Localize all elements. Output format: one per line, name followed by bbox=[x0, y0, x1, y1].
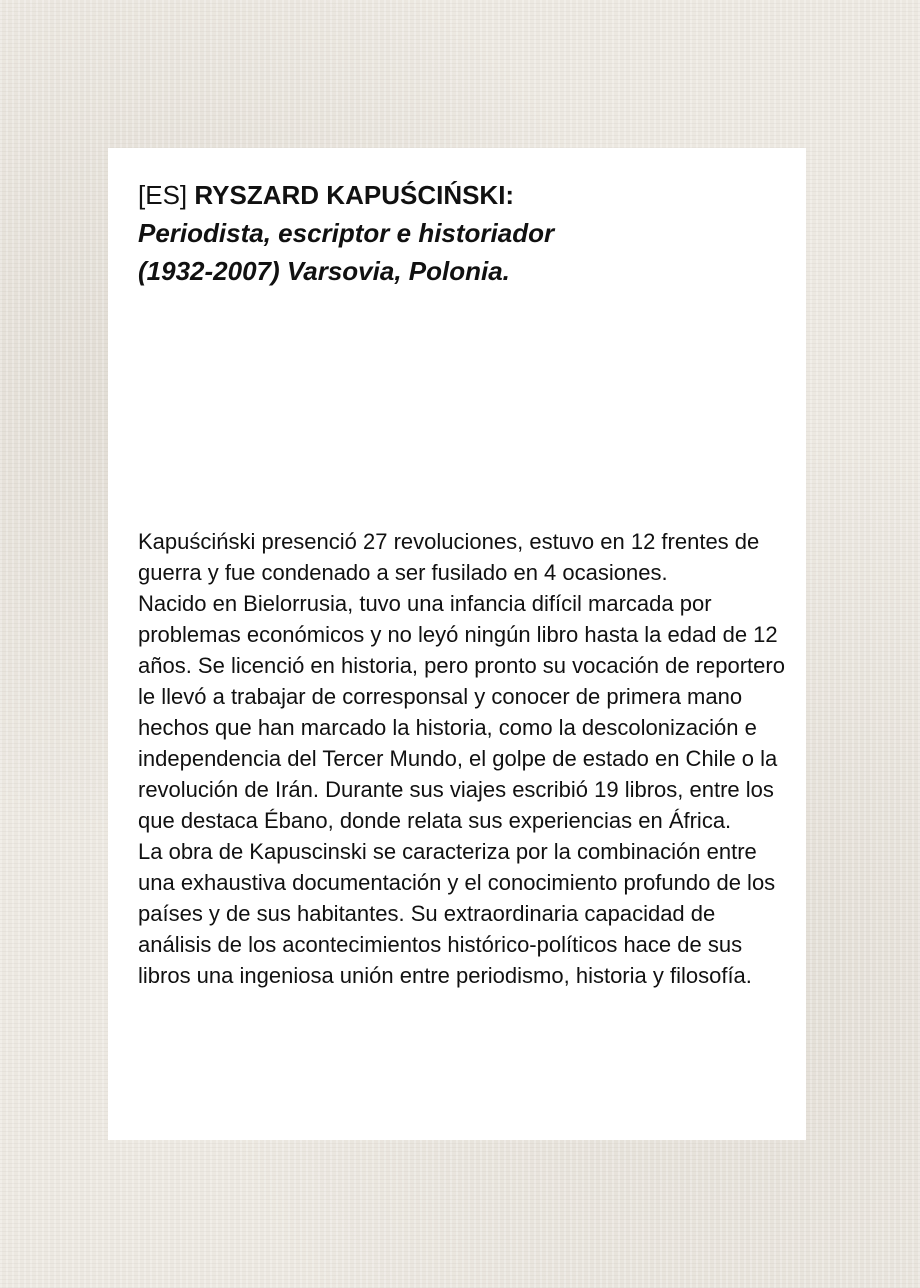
card-heading bbox=[138, 176, 776, 290]
language-tag: [ES] bbox=[138, 180, 188, 210]
biography-paragraph-1: Kapuściński presenció 27 revoluciones, estuvo en 12 frentes de guerra y fue condenado a ser fusilado en 4 ocasiones. bbox=[138, 529, 760, 585]
biography-paragraph-3: La obra de Kapuscinski se caracteriza por la combinación entre una exhaustiva documentación y el conocimiento profundo de los países y de sus habitantes. Su extraordinaria capacidad de análisis de los acontecimientos histórico-políticos hace de sus libros una ingeniosa unión entre periodismo, historia y filosofía. bbox=[138, 839, 776, 988]
info-card bbox=[108, 148, 806, 1140]
biography-text bbox=[138, 526, 788, 991]
subtitle-line-1: Periodista, escriptor e historiador bbox=[138, 218, 555, 248]
subtitle-line-2: (1932-2007) Varsovia, Polonia. bbox=[138, 256, 510, 286]
person-name: RYSZARD KAPUŚCIŃSKI: bbox=[194, 180, 515, 210]
biography-paragraph-2: Nacido en Bielorrusia, tuvo una infancia difícil marcada por problemas económicos y no leyó ningún libro hasta la edad de 12 años. Se licenció en historia, pero pronto su vocación de reportero le llevó a trabajar de corresponsal y conocer de primera mano hechos que han marcado la historia, como la descolonización e independencia del Tercer Mundo, el golpe de estado en Chile o la revolución de Irán. Durante sus viajes escribió 19 libros, entre los que destaca Ébano, donde relata sus experiencias en África. bbox=[138, 591, 785, 833]
